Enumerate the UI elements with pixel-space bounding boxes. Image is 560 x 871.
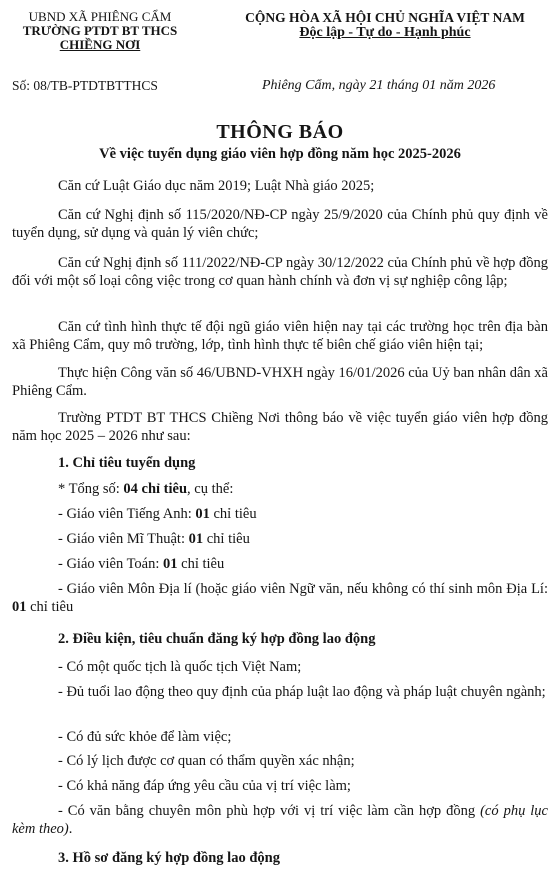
quota-total-suffix: , cụ thể:	[187, 481, 234, 497]
paragraph-legal-basis-4: Căn cứ tình hình thực tế đội ngũ giáo viên hiện nay tại các trường học trên địa bàn xã Phiêng Cẩm, quy mô trường, lớp, tình hình thực tế biên chế giáo viên hiện tại;	[12, 319, 548, 353]
national-motto: Độc lập - Tự do - Hạnh phúc	[299, 25, 471, 40]
quota-item-unit: chỉ tiêu	[203, 531, 250, 547]
quota-item-value: 01	[12, 599, 27, 615]
quota-item-geography	[12, 580, 548, 616]
agency-line-1: UBND XÃ PHIÊNG CẨM	[28, 9, 172, 24]
quota-item-math	[58, 555, 224, 573]
quota-item-label: - Giáo viên Tiếng Anh:	[58, 506, 196, 522]
quota-total	[58, 480, 233, 498]
condition-qualification-end: .	[68, 821, 73, 837]
document-title: THÔNG BÁO	[216, 121, 344, 143]
document-subtitle: Về việc tuyển dụng giáo viên hợp đồng năm học 2025-2026	[99, 146, 461, 162]
quota-item-label: - Giáo viên Môn Địa lí (hoặc giáo viên Ngữ văn, nếu không có thí sinh môn Địa Lí:	[58, 581, 548, 597]
condition-qualification-note: (có phụ lục kèm theo)	[12, 803, 548, 837]
quota-item-fine-arts	[58, 530, 250, 548]
section-2-heading: 2. Điều kiện, tiêu chuẩn đăng ký hợp đồng lao động	[58, 631, 376, 647]
section-1-heading: 1. Chỉ tiêu tuyển dụng	[58, 455, 196, 471]
paragraph-legal-basis-5: Thực hiện Công văn số 46/UBND-VHXH ngày 16/01/2026 của Uỷ ban nhân dân xã Phiêng Cẩm.	[12, 365, 548, 399]
paragraph-legal-basis-1: Căn cứ Luật Giáo dục năm 2019; Luật Nhà giáo 2025;	[58, 178, 375, 194]
condition-background: - Có lý lịch được cơ quan có thẩm quyền xác nhận;	[58, 753, 355, 769]
condition-capability: - Có khả năng đáp ứng yêu cầu của vị trí việc làm;	[58, 778, 351, 794]
national-heading	[210, 10, 560, 40]
quota-item-label: - Giáo viên Mĩ Thuật:	[58, 531, 189, 547]
quota-item-value: 01	[188, 531, 204, 547]
paragraph-announcement: Trường PTDT BT THCS Chiềng Nơi thông báo về việc tuyển giáo viên hợp đồng năm học 2025 – 2026 như sau:	[12, 410, 548, 444]
nation-name: CỘNG HÒA XÃ HỘI CHỦ NGHĨA VIỆT NAM	[245, 10, 525, 25]
quota-item-unit: chỉ tiêu	[26, 599, 74, 615]
document-number: Số: 08/TB-PTDTBTTHCS	[12, 78, 158, 93]
quota-item-label: - Giáo viên Toán:	[58, 556, 164, 572]
paragraph-legal-basis-3: Căn cứ Nghị định số 111/2022/NĐ-CP ngày 30/12/2022 của Chính phủ về hợp đồng đối với một số loại công việc trong cơ quan hành chính và đơn vị sự nghiệp công lập;	[12, 255, 548, 289]
section-3-heading: 3. Hồ sơ đăng ký hợp đồng lao động	[58, 850, 280, 866]
issuing-agency	[0, 10, 200, 52]
place-and-date: Phiêng Cẩm, ngày 21 tháng 01 năm 2026	[262, 78, 496, 93]
condition-nationality: - Có một quốc tịch là quốc tịch Việt Nam;	[58, 659, 302, 675]
agency-line-3: CHIỀNG NƠI	[59, 37, 141, 52]
quota-item-unit: chỉ tiêu	[209, 506, 257, 522]
quota-item-value: 01	[195, 506, 210, 522]
quota-total-prefix: * Tổng số:	[58, 481, 124, 497]
agency-line-2: TRƯỜNG PTDT BT THCS	[22, 23, 178, 38]
condition-qualification-text: - Có văn bằng chuyên môn phù hợp với vị trí việc làm cần hợp đồng	[58, 803, 481, 819]
quota-item-english	[58, 505, 257, 523]
quota-item-unit: chỉ tiêu	[177, 556, 225, 572]
paragraph-legal-basis-2: Căn cứ Nghị định số 115/2020/NĐ-CP ngày 25/9/2020 của Chính phủ quy định về tuyển dụng, sử dụng và quản lý viên chức;	[12, 207, 548, 241]
condition-qualification	[12, 802, 548, 838]
quota-item-value: 01	[163, 556, 178, 572]
condition-health: - Có đủ sức khỏe để làm việc;	[58, 729, 232, 745]
condition-age: - Đủ tuổi lao động theo quy định của pháp luật lao động và pháp luật chuyên ngành;	[58, 684, 546, 700]
quota-total-value: 04 chỉ tiêu	[123, 481, 188, 497]
